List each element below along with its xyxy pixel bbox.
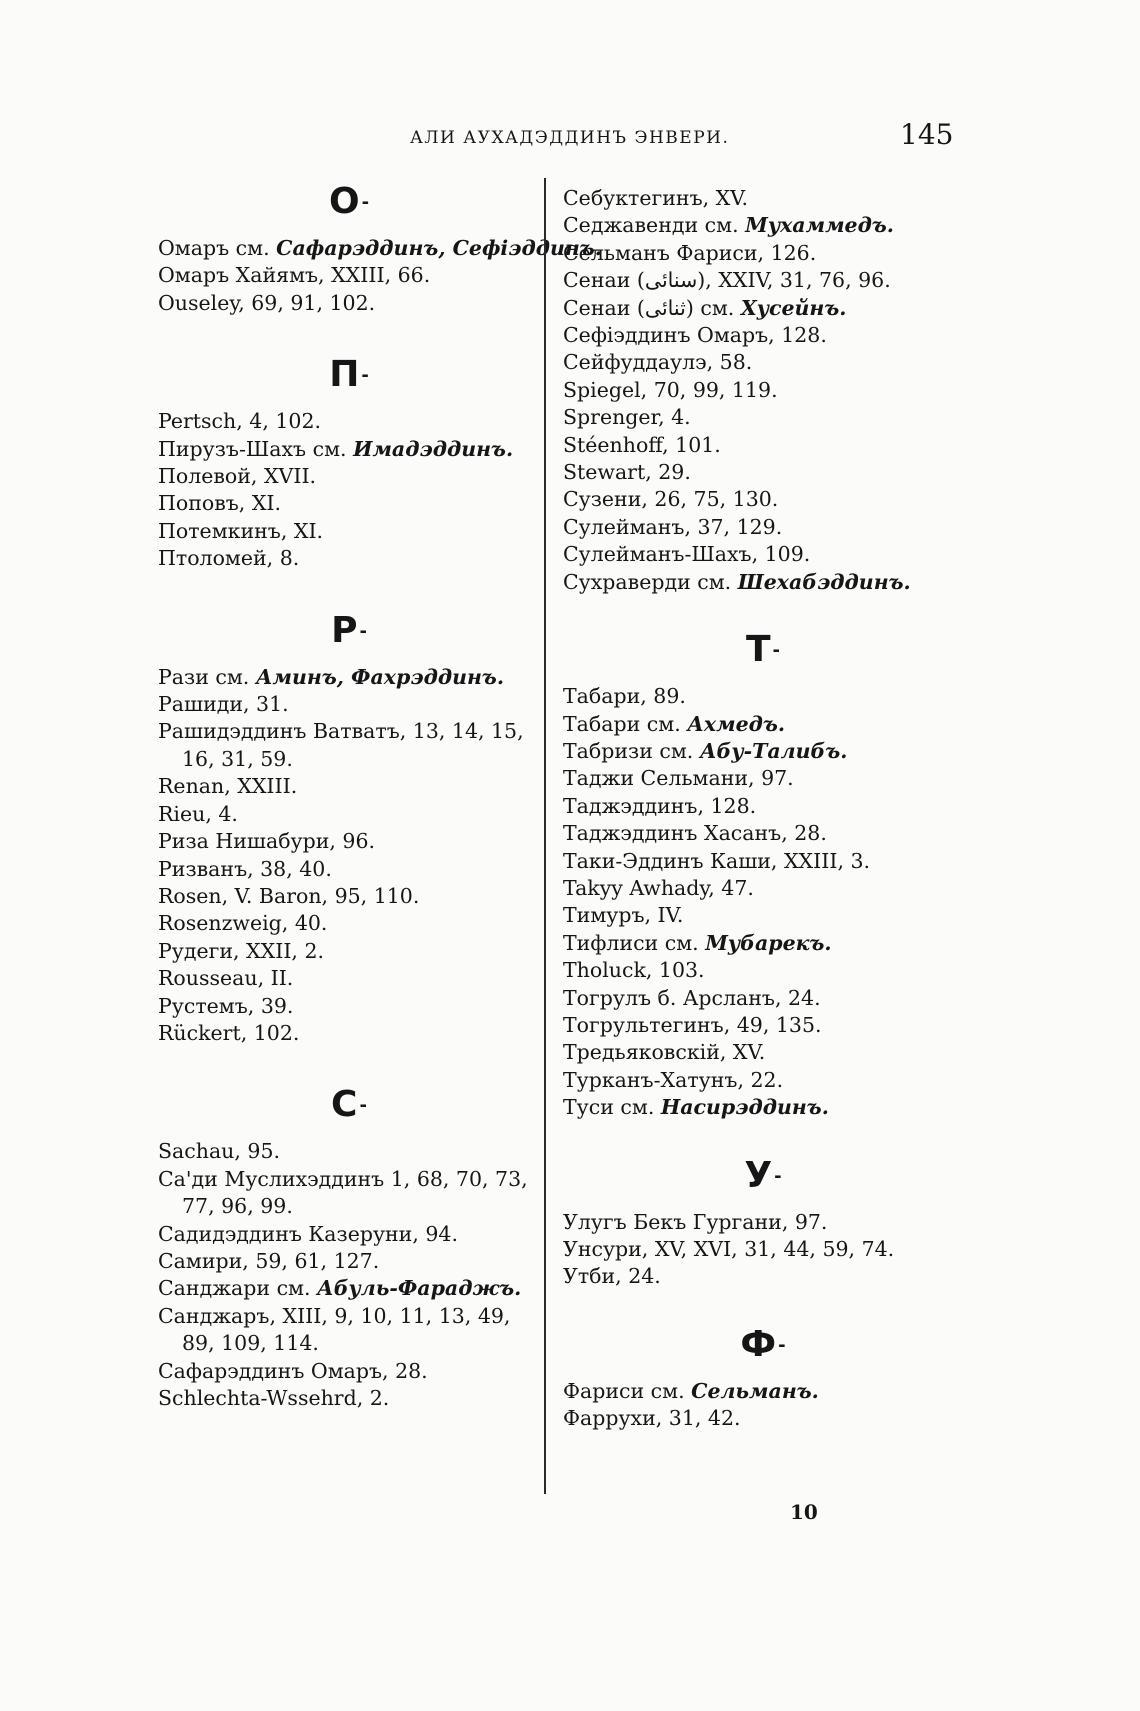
index-entry: Тредьяковскiй, XV. [563, 1040, 766, 1065]
index-entry: Schlechta-Wssehrd, 2. [158, 1386, 390, 1410]
index-entry: Седжавенди см. Мухаммедъ. [563, 213, 894, 238]
index-entry: Тогрулъ б. Арсланъ, 24. [563, 985, 821, 1010]
cross-reference: Сафарэддинъ, Сефiэддинъ. [276, 236, 602, 260]
index-entry: Stéenhoff, 101. [563, 432, 721, 457]
index-entry: Фаррухи, 31, 42. [563, 1406, 741, 1431]
running-title: АЛИ АУХАДЭДДИНЪ ЭНВЕРИ. [410, 128, 730, 148]
index-section [563, 1291, 963, 1433]
index-entry: Санджари см. Абуль-Фараджъ. [158, 1276, 522, 1301]
index-section [158, 178, 602, 317]
index-entry: Rückert, 102. [158, 1020, 300, 1045]
index-section [563, 596, 963, 1122]
index-entry: Сухраверди см. Шехабэддинъ. [563, 569, 911, 594]
index-entry: Сафарэддинъ Омаръ, 28. [158, 1358, 428, 1383]
cross-reference: Абуль-Фараджъ. [317, 1276, 522, 1301]
index-entry: Stewart, 29. [563, 460, 691, 485]
index-entry: Ouseley, 69, 91, 102. [158, 290, 376, 315]
index-entry: Самири, 59, 61, 127. [158, 1248, 380, 1273]
cross-reference: Мубарекъ. [705, 930, 832, 955]
index-entry: Табари, 89. [563, 684, 686, 709]
index-entry: Поповъ, XI. [158, 491, 282, 516]
index-entry: Фариси см. Сельманъ. [563, 1378, 819, 1403]
cross-reference: Шехабэддинъ. [737, 569, 911, 594]
index-section [563, 185, 963, 596]
index-entry: Таджэддинъ Хасанъ, 28. [563, 821, 827, 846]
section-letter: O - [328, 181, 370, 222]
signature-mark: 10 [790, 1500, 818, 1524]
index-entry: Себуктегинъ, XV. [563, 186, 748, 210]
index-entry: Сенаи (ثنائى) см. Хусейнъ. [563, 295, 847, 320]
index-entry: Pertsch, 4, 102. [158, 409, 321, 434]
section-letter: У - [744, 1154, 782, 1196]
index-entry: Полевой, XVII. [158, 464, 317, 489]
index-entry: Табризи см. Абу-Талибъ. [563, 738, 848, 763]
cross-reference: Насирэддинъ. [660, 1095, 829, 1120]
index-entry: Турканъ-Хатунъ, 22. [563, 1067, 784, 1092]
index-entry: Туси см. Насирэддинъ. [563, 1095, 829, 1120]
index-entry: Потемкинъ, XI. [158, 518, 324, 543]
index-section [563, 1122, 963, 1291]
index-entry: Птоломей, 8. [158, 546, 300, 571]
index-entry: Сулейманъ-Шахъ, 109. [563, 542, 811, 567]
index-entry: Сефiэддинъ Омаръ, 128. [563, 323, 827, 348]
index-section [158, 573, 540, 1048]
index-entry: Сузени, 26, 75, 130. [563, 487, 779, 512]
column-divider [544, 178, 546, 1494]
index-entry: Унсури, XV, XVI, 31, 44, 59, 74. [563, 1237, 895, 1261]
section-letter: Ф - [740, 1323, 786, 1365]
index-entry: Пирузъ-Шахъ см. Имадэддинъ. [158, 436, 514, 461]
index-entry: Сенаи (سنائى), XXIV, 31, 76, 96. [563, 268, 891, 293]
index-entry: Сельманъ Фариси, 126. [563, 240, 817, 265]
index-entry: Утби, 24. [563, 1264, 661, 1289]
index-entry: Rousseau, II. [158, 966, 294, 991]
index-entry: Улугъ Бекъ Гургани, 97. [563, 1209, 828, 1234]
index-entry: Таки-Эддинъ Каши, XXIII, 3. [563, 848, 871, 873]
index-entry: Rosenzweig, 40. [158, 911, 328, 936]
index-entry: Takyy Awhady, 47. [563, 875, 754, 900]
index-section [158, 317, 540, 572]
index-section [158, 1047, 540, 1412]
index-entry: Sachau, 95. [158, 1139, 281, 1164]
cross-reference: Аминъ, Фахрэддинъ. [255, 664, 504, 689]
section-letter: Т - [745, 629, 781, 671]
index-entry: Renan, XXIII. [158, 774, 298, 799]
index-entry: Rieu, 4. [158, 801, 238, 826]
section-letter: С - [331, 1084, 367, 1126]
index-entry: Са'ди Муслихэддинъ 1, 68, 70, 73, 77, 96, 99. [158, 1166, 528, 1219]
index-entry: Омаръ см. Сафарэддинъ, Сефiэддинъ. [158, 236, 602, 260]
index-entry: Sprenger, 4. [563, 405, 691, 430]
cross-reference: Хусейнъ. [740, 295, 847, 320]
index-entry: Садидэддинъ Казеруни, 94. [158, 1221, 458, 1246]
index-entry: Рудеги, XXII, 2. [158, 938, 325, 963]
index-entry: Омаръ Хайямъ, XXIII, 66. [158, 263, 431, 288]
index-entry: Рашидэддинъ Ватватъ, 13, 14, 15, 16, 31, 59. [158, 719, 524, 771]
page-header [0, 118, 1140, 158]
index-entry: Рустемъ, 39. [158, 993, 294, 1018]
index-entry: Табари см. Ахмедъ. [563, 711, 785, 736]
page-number: 145 [900, 118, 954, 151]
cross-reference: Имадэддинъ. [353, 436, 514, 461]
index-entry: Сейфуддаулэ, 58. [563, 350, 753, 375]
index-entry: Rosen, V. Baron, 95, 110. [158, 883, 420, 908]
index-entry: Тифлиси см. Мубарекъ. [563, 930, 832, 955]
index-entry: Рашиди, 31. [158, 692, 289, 717]
cross-reference: Ахмедъ. [687, 711, 785, 736]
index-entry: Тогрультегинъ, 49, 135. [563, 1012, 822, 1037]
cross-reference: Сельманъ. [691, 1378, 819, 1403]
index-entry: Тимуръ, IV. [563, 903, 684, 928]
cross-reference: Мухаммедъ. [745, 213, 894, 238]
index-entry: Spiegel, 70, 99, 119. [563, 377, 778, 402]
index-entry: Ризванъ, 38, 40. [158, 856, 332, 881]
cross-reference: Абу-Талибъ. [699, 738, 848, 763]
index-entry: Санджаръ, XIII, 9, 10, 11, 13, 49, 89, 109, 114. [158, 1303, 511, 1356]
index-entry: Tholuck, 103. [563, 958, 705, 983]
index-entry: Риза Нишабури, 96. [158, 829, 376, 854]
left-index-column [158, 178, 602, 1412]
right-index-column [563, 185, 963, 1433]
section-letter: П - [329, 354, 369, 396]
index-entry: Сулейманъ, 37, 129. [563, 514, 783, 539]
index-entry: Рази см. Аминъ, Фахрэддинъ. [158, 664, 504, 689]
index-entry: Таджэддинъ, 128. [563, 793, 757, 818]
section-letter: Р - [331, 609, 367, 651]
index-entry: Таджи Сельмани, 97. [563, 766, 794, 791]
